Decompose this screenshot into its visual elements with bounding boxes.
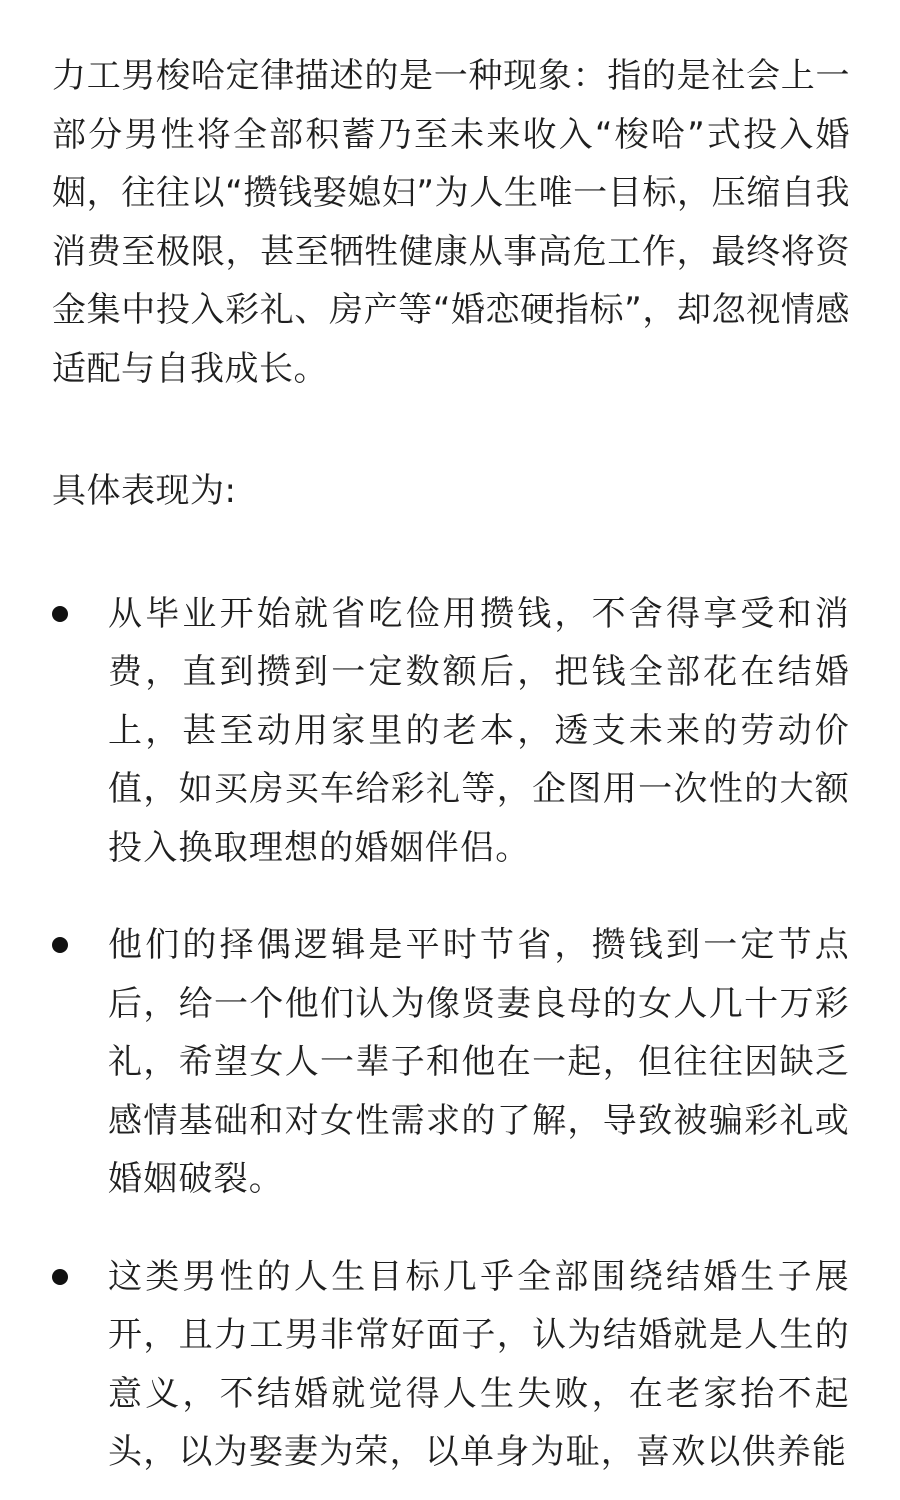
intro-paragraph: 力工男梭哈定律描述的是一种现象：指的是社会上一部分男性将全部积蓄乃至未来收入“梭哈”式投入婚姻，往往以“攒钱娶媳妇”为人生唯一目标，压缩自我消费至极限，甚至牺牲健康从事高危工作，最终将资金集中投入彩礼、房产等“婚恋硬指标”，却忽视情感适配与自我成长。 [52,56,850,389]
bullet-dot-icon [52,1269,68,1285]
bullet-list [52,585,850,1482]
list-item [52,916,850,1209]
lead-line: 具体表现为: [52,471,237,511]
bullet-dot-icon [52,937,68,953]
list-item-text: 他们的择偶逻辑是平时节省，攒钱到一定节点后，给一个他们认为像贤妻良母的女人几十万彩礼，希望女人一辈子和他在一起，但往往因缺乏感情基础和对女性需求的了解，导致被骗彩礼或婚姻破裂。 [108,925,850,1199]
list-item-text: 从毕业开始就省吃俭用攒钱，不舍得享受和消费，直到攒到一定数额后，把钱全部花在结婚上，甚至动用家里的老本，透支未来的劳动价值，如买房买车给彩礼等，企图用一次性的大额投入换取理想的婚姻伴侣。 [108,593,850,868]
list-item [52,585,850,878]
bullet-dot-icon [52,606,68,622]
list-item-text: 这类男性的人生目标几乎全部围绕结婚生子展开，且力工男非常好面子，认为结婚就是人生的意义，不结婚就觉得人生失败，在老家抬不起头，以为娶妻为荣，以单身为耻，喜欢以供养能 [108,1256,850,1472]
list-item [52,1248,850,1482]
